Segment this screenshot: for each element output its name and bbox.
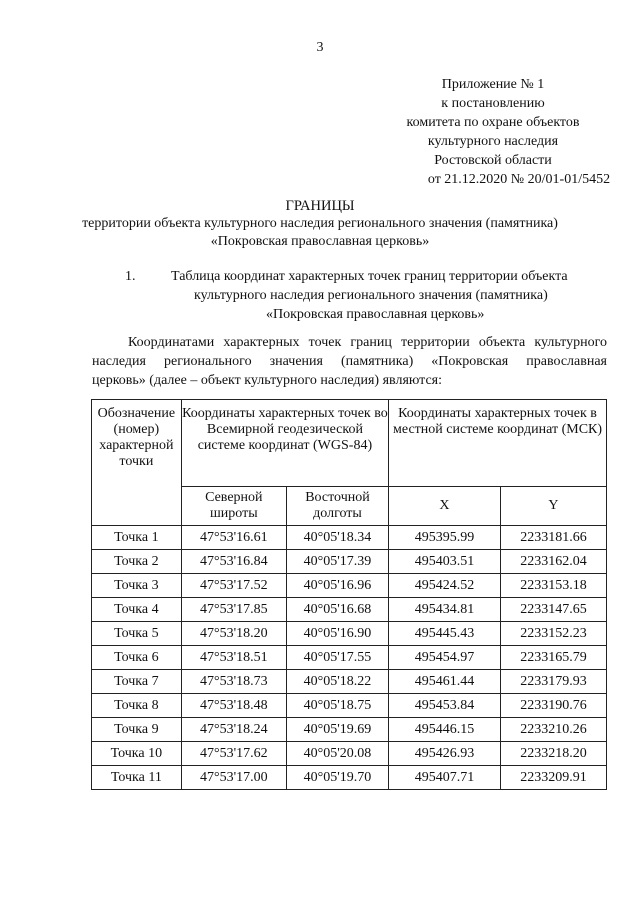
section-line: культурного наследия регионального значения (памятника) [194,288,548,303]
intro-paragraph [92,333,607,390]
point-name-cell: Точка 6 [92,646,182,670]
east-longitude-cell: 40°05'18.34 [286,526,388,550]
north-latitude-cell: 47°53'16.84 [181,550,286,574]
table-row [92,622,607,646]
east-longitude-cell: 40°05'19.69 [286,718,388,742]
annex-header [330,75,640,189]
x-coordinate-cell: 495434.81 [389,598,501,622]
header-east: Восточной долготы [286,487,388,526]
north-latitude-cell: 47°53'18.24 [181,718,286,742]
y-coordinate-cell: 2233147.65 [500,598,606,622]
north-latitude-cell: 47°53'17.62 [181,742,286,766]
table-row [92,766,607,790]
x-coordinate-cell: 495426.93 [389,742,501,766]
x-coordinate-cell: 495446.15 [389,718,501,742]
table-row [92,526,607,550]
x-coordinate-cell: 495453.84 [389,694,501,718]
y-coordinate-cell: 2233218.20 [500,742,606,766]
table-row [92,742,607,766]
header-y: Y [500,487,606,526]
x-coordinate-cell: 495407.71 [389,766,501,790]
east-longitude-cell: 40°05'17.55 [286,646,388,670]
title-line: «Покровская православная церковь» [210,234,430,249]
y-coordinate-cell: 2233165.79 [500,646,606,670]
section-number: 1. [125,269,136,284]
x-coordinate-cell: 495454.97 [389,646,501,670]
header-north: Северной широты [181,487,286,526]
y-coordinate-cell: 2233152.23 [500,622,606,646]
annex-line: к постановлению [441,96,545,111]
title-main: ГРАНИЦЫ [285,198,355,214]
point-name-cell: Точка 10 [92,742,182,766]
annex-line: комитета по охране объектов [406,115,580,130]
x-coordinate-cell: 495445.43 [389,622,501,646]
x-coordinate-cell: 495403.51 [389,550,501,574]
x-coordinate-cell: 495424.52 [389,574,501,598]
y-coordinate-cell: 2233190.76 [500,694,606,718]
east-longitude-cell: 40°05'18.75 [286,694,388,718]
header-wgs: Координаты характерных точек во Всемирной геодезической системе координат (WGS-84) [181,400,388,487]
annex-line: Ростовской области [434,153,552,168]
title-line: территории объекта культурного наследия регионального значения (памятника) [82,216,558,231]
header-msk: Координаты характерных точек в местной системе координат (МСК) [389,400,607,487]
y-coordinate-cell: 2233179.93 [500,670,606,694]
header-point: Обозначение (номер) характерной точки [92,400,182,526]
y-coordinate-cell: 2233181.66 [500,526,606,550]
paragraph-line: церковь» (далее – объект культурного наследия) являются: [92,373,442,388]
point-name-cell: Точка 5 [92,622,182,646]
table-row [92,694,607,718]
table-row [92,646,607,670]
annex-date-number: от 21.12.2020 № 20/01-01/5452 [427,172,611,187]
east-longitude-cell: 40°05'19.70 [286,766,388,790]
east-longitude-cell: 40°05'16.96 [286,574,388,598]
north-latitude-cell: 47°53'17.85 [181,598,286,622]
y-coordinate-cell: 2233210.26 [500,718,606,742]
east-longitude-cell: 40°05'20.08 [286,742,388,766]
y-coordinate-cell: 2233153.18 [500,574,606,598]
annex-line: культурного наследия [427,134,559,149]
table-row [92,550,607,574]
table-body [92,526,607,790]
point-name-cell: Точка 1 [92,526,182,550]
paragraph-line: Координатами характерных точек границ территории объекта культурного [128,335,607,350]
east-longitude-cell: 40°05'16.68 [286,598,388,622]
north-latitude-cell: 47°53'18.51 [181,646,286,670]
page-number: 3 [316,40,324,55]
table-row [92,670,607,694]
east-longitude-cell: 40°05'18.22 [286,670,388,694]
point-name-cell: Точка 9 [92,718,182,742]
point-name-cell: Точка 8 [92,694,182,718]
x-coordinate-cell: 495395.99 [389,526,501,550]
point-name-cell: Точка 3 [92,574,182,598]
point-name-cell: Точка 7 [92,670,182,694]
paragraph-line: наследия регионального значения (памятника) «Покровская православная [92,354,607,369]
document-title [0,197,640,251]
north-latitude-cell: 47°53'18.48 [181,694,286,718]
section-line: «Покровская православная церковь» [266,307,485,322]
point-name-cell: Точка 11 [92,766,182,790]
section-line: Таблица координат характерных точек границ территории объекта [171,269,568,284]
north-latitude-cell: 47°53'16.61 [181,526,286,550]
table-row [92,598,607,622]
table-row [92,718,607,742]
header-x: X [389,487,501,526]
east-longitude-cell: 40°05'16.90 [286,622,388,646]
annex-line: Приложение № 1 [441,77,545,92]
north-latitude-cell: 47°53'17.00 [181,766,286,790]
north-latitude-cell: 47°53'18.20 [181,622,286,646]
east-longitude-cell: 40°05'17.39 [286,550,388,574]
point-name-cell: Точка 2 [92,550,182,574]
y-coordinate-cell: 2233162.04 [500,550,606,574]
north-latitude-cell: 47°53'18.73 [181,670,286,694]
point-name-cell: Точка 4 [92,598,182,622]
x-coordinate-cell: 495461.44 [389,670,501,694]
y-coordinate-cell: 2233209.91 [500,766,606,790]
north-latitude-cell: 47°53'17.52 [181,574,286,598]
table-row [92,574,607,598]
coordinates-table [91,399,607,790]
